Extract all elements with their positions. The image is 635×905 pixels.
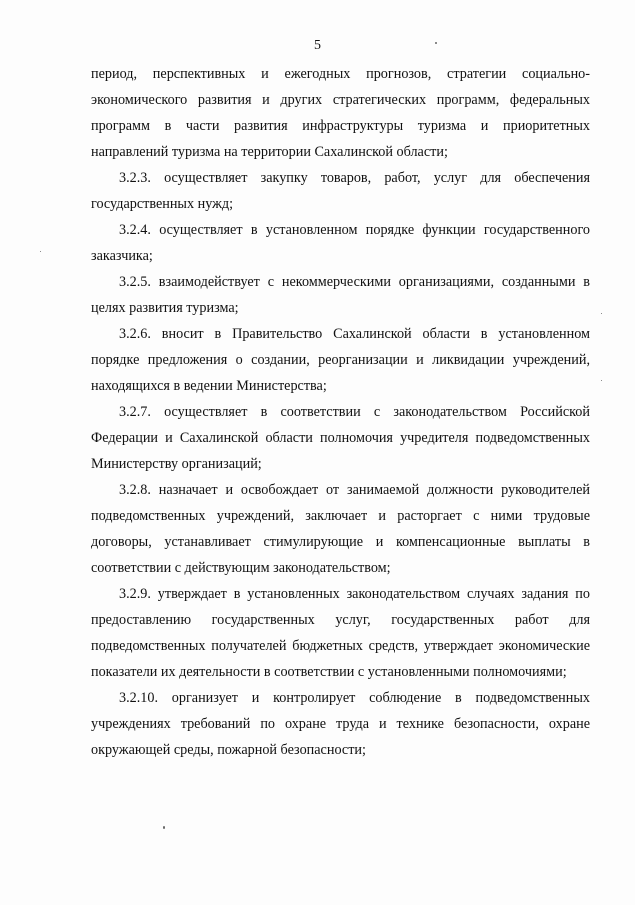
scan-speck bbox=[601, 380, 602, 381]
paragraph-3-2-3: 3.2.3. осуществляет закупку товаров, работ, услуг для обеспечения государственных нужд; bbox=[91, 170, 590, 212]
paragraph-3-2-7: 3.2.7. осуществляет в соответствии с законодательством Российской Федерации и Сахалинской области полномочия учредителя подведомственных Министерству организаций; bbox=[91, 404, 590, 472]
paragraph-continuation: период, перспективных и ежегодных прогнозов, стратегии социально-экономического развития и других стратегических программ, федеральных программ в части развития инфраструктуры туризма и приоритетных направлений туризма на территории Сахалинской области; bbox=[91, 66, 590, 160]
scan-speck bbox=[601, 313, 602, 314]
paragraph-3-2-8: 3.2.8. назначает и освобождает от занимаемой должности руководителей подведомственных учреждений, заключает и расторгает с ними трудовые договоры, устанавливает стимулирующие и компенсационные выплаты в соответствии с действующим законодательством; bbox=[91, 482, 590, 576]
scan-speck bbox=[163, 826, 165, 829]
paragraph-3-2-6: 3.2.6. вносит в Правительство Сахалинской области в установленном порядке предложения о создании, реорганизации и ликвидации учреждений, находящихся в ведении Министерства; bbox=[91, 326, 590, 394]
paragraph-3-2-4: 3.2.4. осуществляет в установленном порядке функции государственного заказчика; bbox=[91, 222, 590, 264]
document-body bbox=[91, 61, 590, 763]
paragraph-3-2-10: 3.2.10. организует и контролирует соблюдение в подведомственных учреждениях требований по охране труда и технике безопасности, охране окружающей среды, пожарной безопасности; bbox=[91, 690, 590, 758]
scan-speck bbox=[40, 251, 41, 252]
scan-speck bbox=[435, 42, 437, 44]
page-number: 5 bbox=[314, 38, 321, 53]
paragraph-3-2-5: 3.2.5. взаимодействует с некоммерческими организациями, созданными в целях развития туризма; bbox=[91, 274, 590, 316]
paragraph-3-2-9: 3.2.9. утверждает в установленных законодательством случаях задания по предоставлению государственных услуг, государственных работ для подведомственных получателей бюджетных средств, утверждает экономические показатели их деятельности в соответствии с установленными полномочиями; bbox=[91, 586, 590, 680]
